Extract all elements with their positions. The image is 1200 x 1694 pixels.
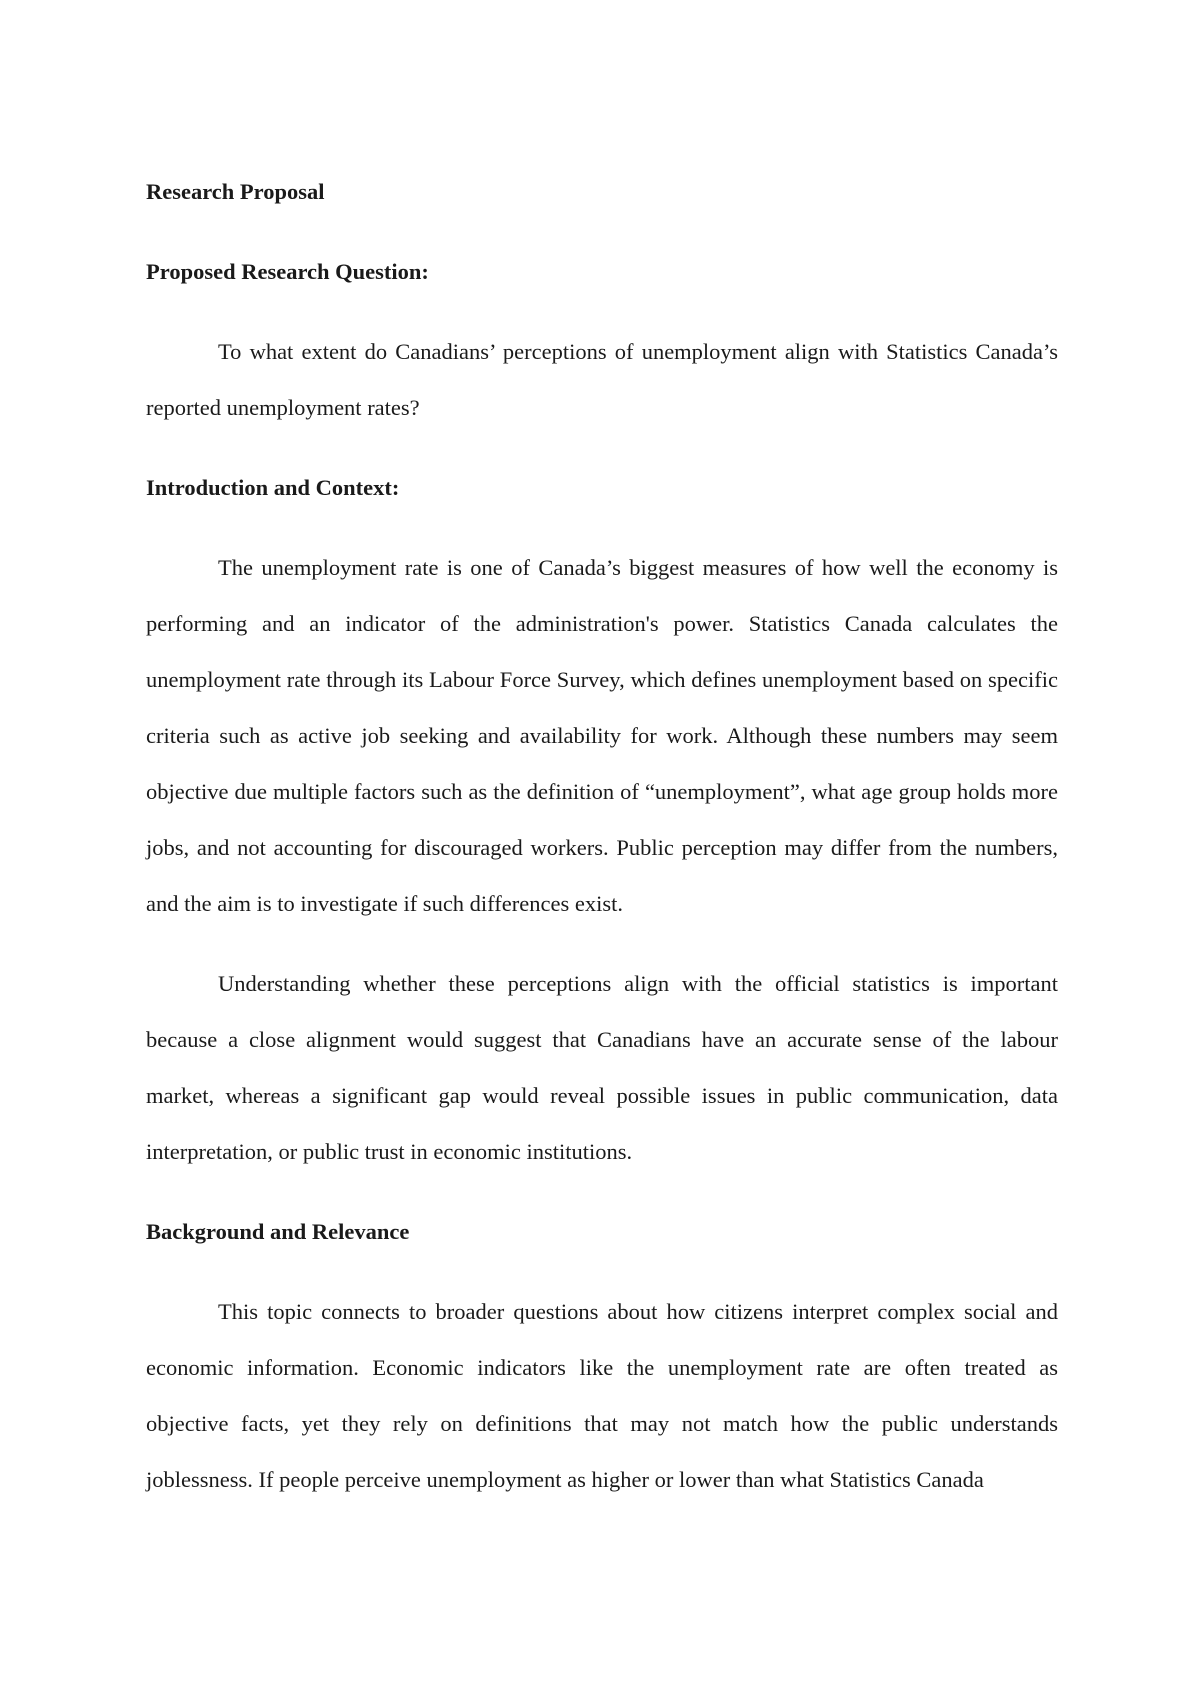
introduction-paragraph-2: Understanding whether these perceptions align with the official statistics is important because a close alignment would suggest that Canadians have an accurate sense of the labour market, whereas a significant gap would reveal possible issues in public communication, data interpretation, or public trust in economic institutions. bbox=[146, 971, 1058, 1164]
section-heading-introduction: Introduction and Context: bbox=[146, 475, 400, 500]
document-title: Research Proposal bbox=[146, 179, 325, 204]
document-body bbox=[146, 164, 1058, 1532]
introduction-paragraph-1: The unemployment rate is one of Canada’s biggest measures of how well the economy is performing and an indicator of the administration's power. Statistics Canada calculates the unemployment rate through its Labour Force Survey, which defines unemployment based on specific criteria such as active job seeking and availability for work. Although these numbers may seem objective due multiple factors such as the definition of “unemployment”, what age group holds more jobs, and not accounting for discouraged workers. Public perception may differ from the numbers, and the aim is to investigate if such differences exist. bbox=[146, 555, 1058, 916]
section-heading-research-question: Proposed Research Question: bbox=[146, 259, 429, 284]
section-heading-background: Background and Relevance bbox=[146, 1219, 410, 1244]
background-paragraph-1: This topic connects to broader questions about how citizens interpret complex social and economic information. Economic indicators like the unemployment rate are often treated as objective facts, yet they rely on definitions that may not match how the public understands joblessness. If people perceive unemployment as higher or lower than what Statistics Canada bbox=[146, 1299, 1058, 1492]
research-question-paragraph: To what extent do Canadians’ perceptions of unemployment align with Statistics Canada’s reported unemployment rates? bbox=[146, 339, 1058, 420]
